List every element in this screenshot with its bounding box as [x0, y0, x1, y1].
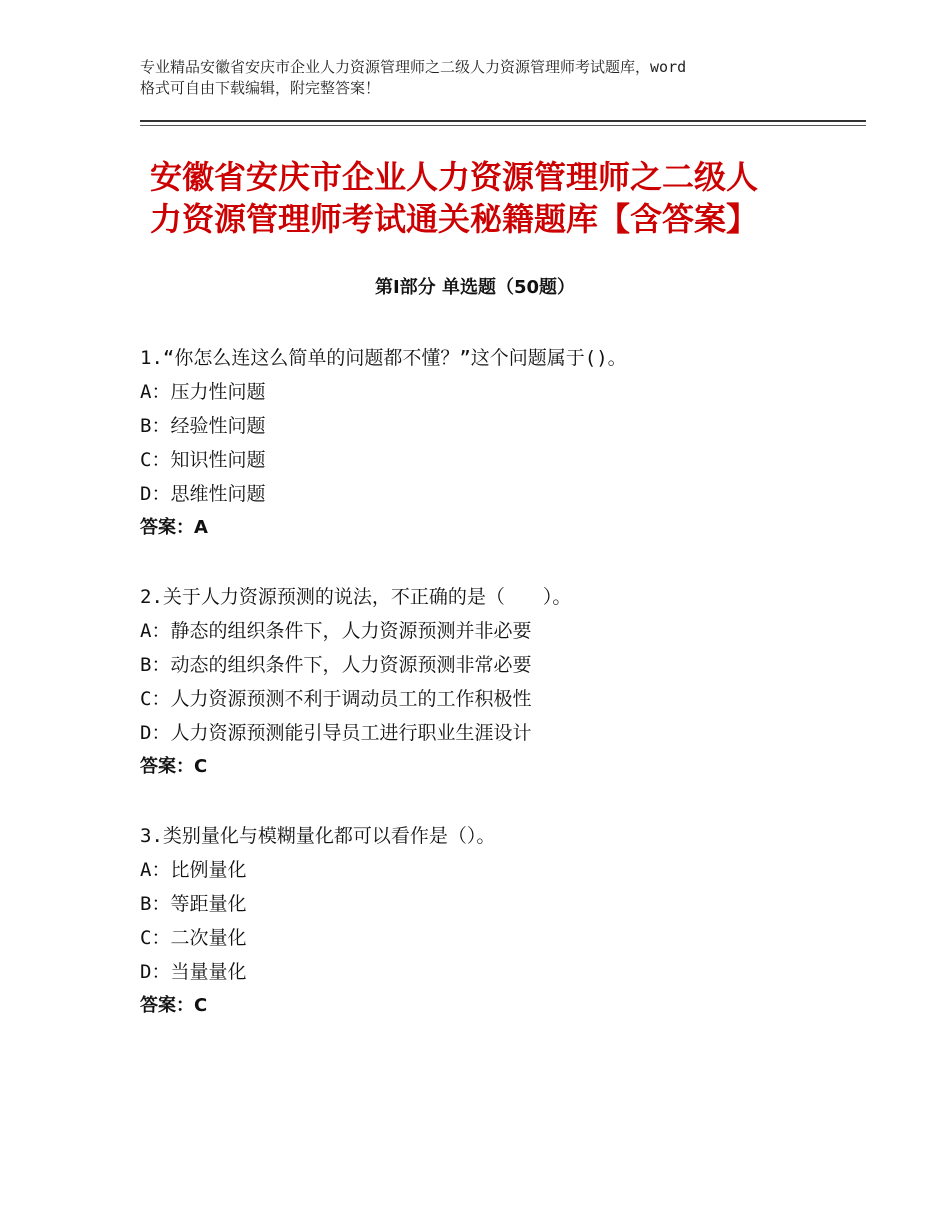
answer-line: 答案：A — [140, 517, 208, 538]
option-a: A：压力性问题 — [140, 381, 266, 403]
option-c: C：二次量化 — [140, 927, 247, 949]
option-c: C：人力资源预测不利于调动员工的工作积极性 — [140, 688, 532, 710]
document-title-line-2: 力资源管理师考试通关秘籍题库【含答案】 — [150, 200, 759, 238]
option-d: D：当量量化 — [140, 961, 247, 983]
option-c: C：知识性问题 — [140, 449, 266, 471]
answer-line: 答案：C — [140, 995, 208, 1016]
header-note — [140, 57, 840, 99]
option-b: B：动态的组织条件下，人力资源预测非常必要 — [140, 654, 532, 676]
header-divider-thin — [140, 125, 866, 126]
option-a: A：比例量化 — [140, 859, 247, 881]
header-note-line-1: 专业精品安徽省安庆市企业人力资源管理师之二级人力资源管理师考试题库，word — [140, 58, 687, 76]
question-stem: 2.关于人力资源预测的说法，不正确的是（ ）。 — [140, 586, 572, 608]
question-3 — [140, 819, 860, 1023]
question-2 — [140, 580, 860, 784]
option-d: D：思维性问题 — [140, 483, 266, 505]
section-heading: 第Ⅰ部分 单选题（50题） — [374, 277, 575, 298]
option-b: B：经验性问题 — [140, 415, 266, 437]
header-divider-thick — [140, 120, 866, 122]
answer-line: 答案：C — [140, 756, 208, 777]
option-b: B：等距量化 — [140, 893, 247, 915]
document-title — [150, 156, 830, 240]
question-stem: 1.“你怎么连这么简单的问题都不懂？”这个问题属于()。 — [140, 347, 627, 369]
header-note-line-2: 格式可自由下载编辑，附完整答案！ — [140, 79, 381, 97]
question-stem: 3.类别量化与模糊量化都可以看作是（）。 — [140, 825, 496, 847]
document-title-line-1: 安徽省安庆市企业人力资源管理师之二级人 — [150, 158, 759, 196]
question-1 — [140, 341, 860, 545]
option-d: D：人力资源预测能引导员工进行职业生涯设计 — [140, 722, 532, 744]
option-a: A：静态的组织条件下，人力资源预测并非必要 — [140, 620, 532, 642]
